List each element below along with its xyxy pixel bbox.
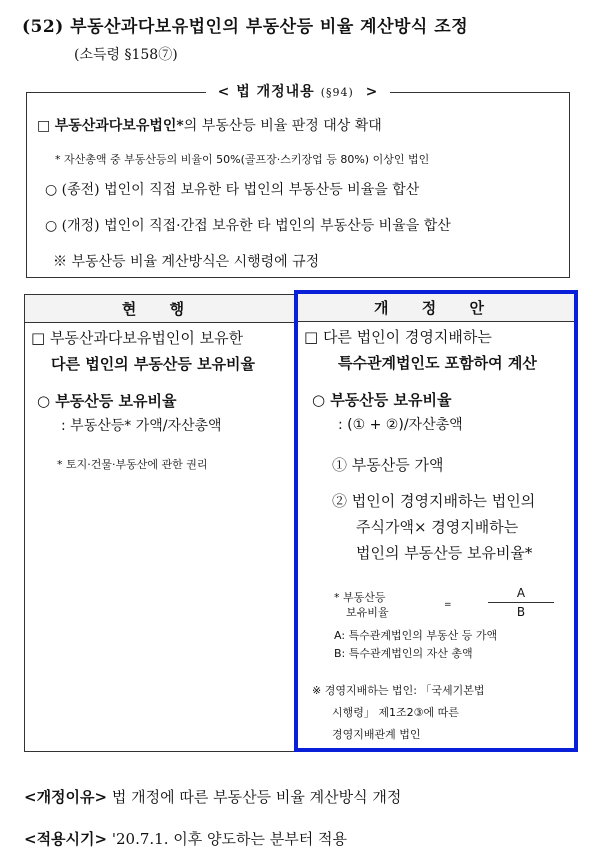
fraction-label-line-1: * 부동산등	[334, 591, 386, 604]
fraction-equals: =	[444, 600, 452, 610]
fraction-denominator: B	[516, 605, 526, 619]
proposal-item-2-cont2: 법인의 부동산등 보유비율*	[356, 544, 533, 562]
definition-b: B: 특수관계법인의 자산 총액	[334, 647, 473, 660]
proposal-note-line-2: 시행령」 제1조2③에 따른	[332, 706, 459, 719]
effective-date-text: '20.7.1. 이후 양도하는 분부터 적용	[107, 830, 347, 848]
proposal-column	[294, 290, 578, 752]
law-box-heading-close: >	[360, 84, 385, 100]
reason-label: <개정이유>	[24, 788, 108, 806]
law-box-line-1	[37, 115, 382, 135]
current-column	[24, 294, 296, 752]
effective-date-label: <적용시기>	[24, 830, 108, 848]
current-footnote: * 토지·건물·부동산에 관한 권리	[57, 458, 208, 471]
current-formula: : 부동산등* 가액/자산총액	[61, 418, 222, 434]
law-box-note: ※ 부동산등 비율 계산방식은 시행령에 규정	[53, 254, 320, 270]
law-box-heading	[27, 81, 569, 101]
law-box-line-previous: ○ (종전) 법인이 직접 보유한 타 법인의 부동산등 비율을 합산	[45, 182, 420, 198]
definition-a: A: 특수관계법인의 부동산 등 가액	[334, 629, 498, 642]
law-box-term: 부동산과다보유법인*	[54, 118, 184, 134]
reason-line	[24, 786, 401, 807]
page-subtitle: (소득령 §158⑦)	[74, 47, 178, 63]
fraction-numerator: A	[488, 586, 554, 603]
current-column-header: 현 행	[25, 295, 295, 323]
proposal-line-1: □ 다른 법인이 경영지배하는	[304, 328, 492, 346]
proposal-line-3: ○ 부동산등 보유비율	[312, 391, 452, 409]
proposal-column-header: 개 정 안	[298, 294, 574, 322]
law-box-line-revised: ○ (개정) 법인이 직접·간접 보유한 타 법인의 부동산등 비율을 합산	[45, 218, 451, 234]
fraction	[488, 586, 554, 619]
law-amendment-box	[26, 84, 570, 278]
effective-date-line	[24, 828, 347, 849]
fraction-label-line-2: 보유비율	[346, 606, 389, 619]
proposal-item-2-cont: 주식가액× 경영지배하는	[356, 518, 519, 536]
law-box-heading-ref: (§94)	[320, 86, 354, 99]
fraction-label	[334, 590, 389, 620]
proposal-item-1: ① 부동산등 가액	[332, 456, 444, 474]
page-title: (52) 부동산과다보유법인의 부동산등 비율 계산방식 조정	[22, 17, 469, 37]
comparison-table	[24, 294, 578, 752]
reason-text: 법 개정에 따른 부동산등 비율 계산방식 개정	[107, 788, 402, 806]
proposal-formula: : (① + ②)/자산총액	[338, 417, 463, 433]
proposal-item-2: ② 법인이 경영지배하는 법인의	[332, 492, 536, 510]
law-box-footnote: * 자산총액 중 부동산등의 비율이 50%(골프장·스키장업 등 80%) 이상인 법인	[55, 153, 430, 166]
current-line-3: ○ 부동산등 보유비율	[37, 392, 177, 410]
current-line-1: □ 부동산과다보유법인이 보유한	[31, 329, 244, 347]
proposal-line-2: 특수관계법인도 포함하여 계산	[338, 354, 537, 372]
proposal-note	[312, 680, 485, 746]
law-box-heading-text: < 법 개정내용	[212, 84, 321, 100]
proposal-note-line-3: 경영지배관계 법인	[332, 728, 421, 741]
current-line-2: 다른 법인의 부동산등 보유비율	[51, 355, 256, 373]
checkbox-glyph: □	[37, 118, 55, 134]
proposal-note-line-1: ※ 경영지배하는 법인: 「국세기본법	[312, 684, 485, 697]
law-box-line-1-rest: 의 부동산등 비율 판정 대상 확대	[183, 118, 382, 134]
